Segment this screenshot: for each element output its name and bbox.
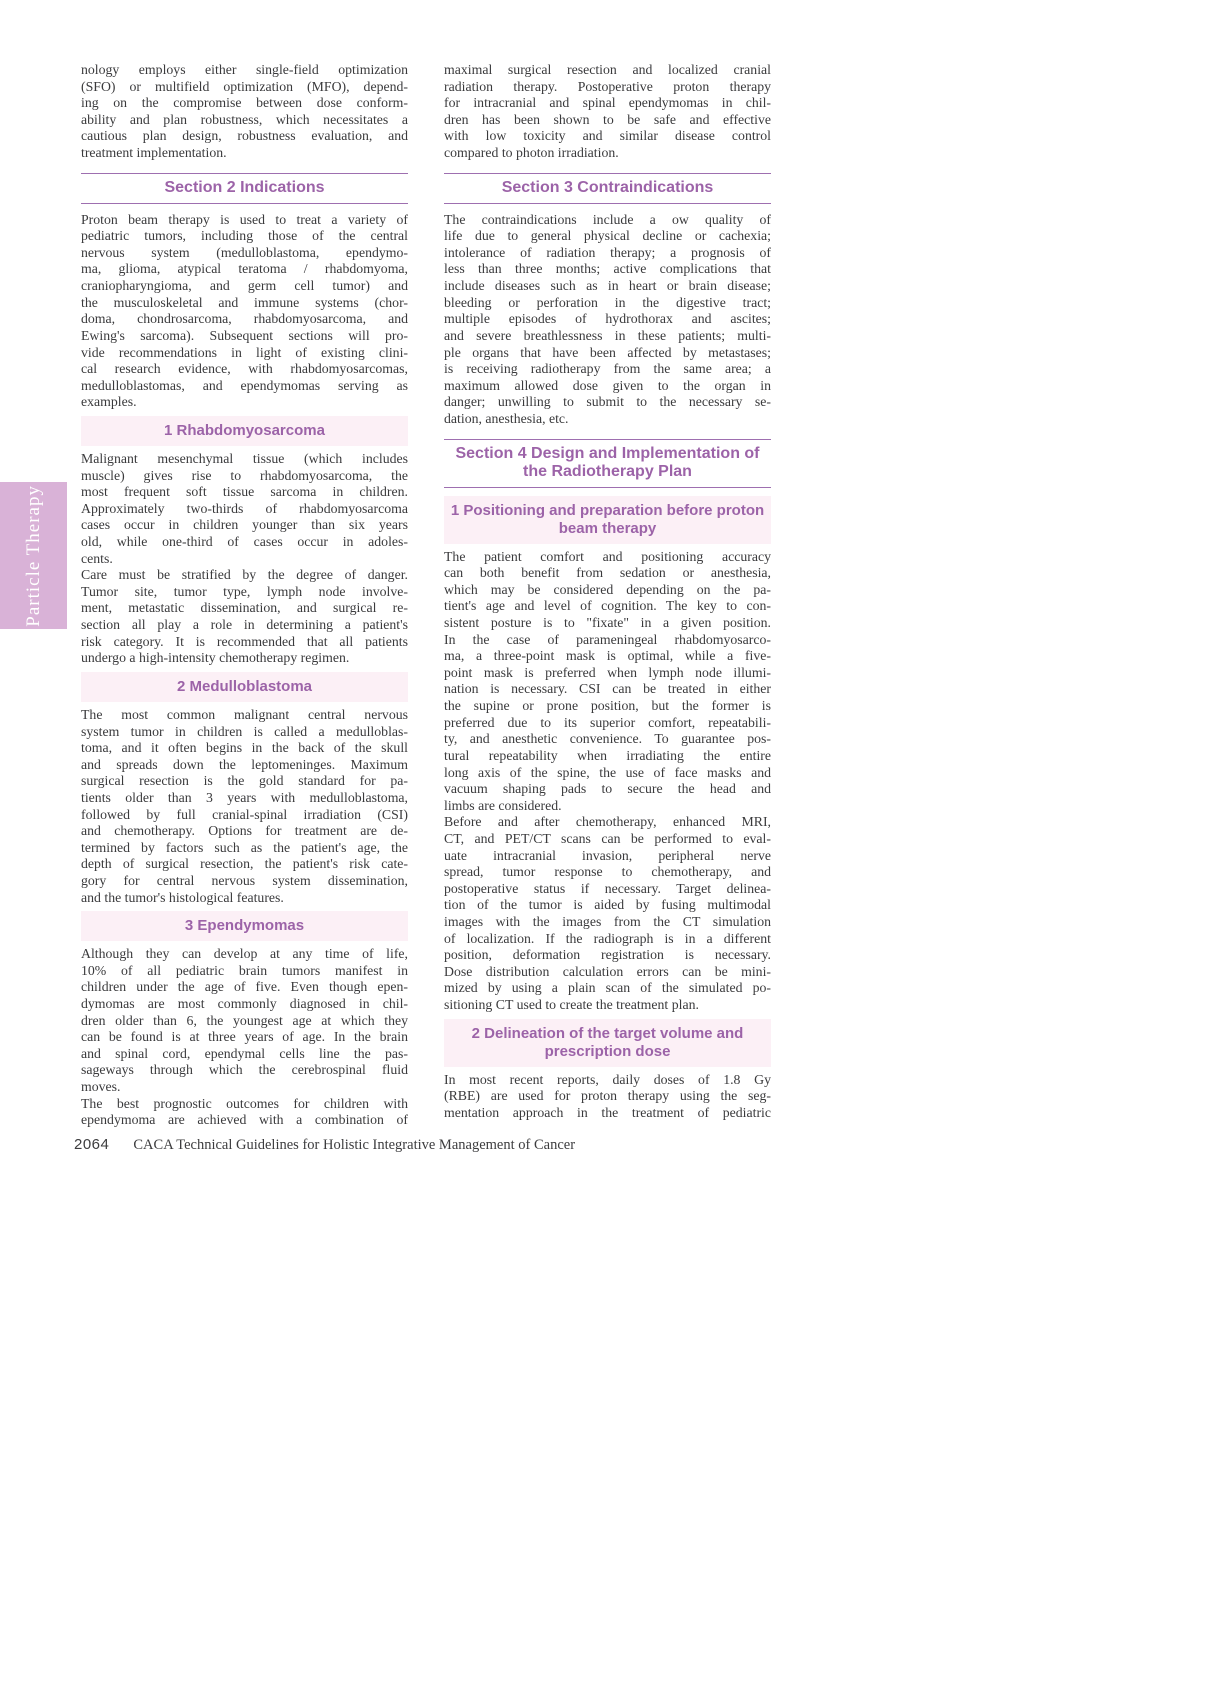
text-line: toma, and it often begins in the back of the skull [81, 740, 408, 756]
body-paragraph [81, 212, 408, 411]
text-line: The patient comfort and positioning accuracy [444, 548, 771, 564]
text-line: vacuum shaping pads to secure the head and [444, 781, 771, 797]
text-line: can be found is at three years of age. In the brain [81, 1029, 408, 1045]
text-line: medulloblastomas, and ependymomas serving as [81, 377, 408, 393]
text-line: cautious plan design, robustness evaluation, and [81, 128, 408, 144]
text-line: CT, and PET/CT scans can be performed to eval- [444, 830, 771, 846]
subsection-banner-line: 2 Medulloblastoma [176, 677, 313, 695]
text-line: tient's age and level of cognition. The key to con- [444, 598, 771, 614]
section-heading [444, 439, 771, 488]
text-line: The most common malignant central nervous [81, 706, 408, 722]
left-column [81, 62, 408, 1129]
text-line: sageways through which the cerebrospinal fluid [81, 1062, 408, 1078]
text-line: Proton beam therapy is used to treat a variety of [81, 211, 408, 227]
body-paragraph [444, 549, 771, 815]
text-line: pediatric tumors, including those of the central [81, 228, 408, 244]
subsection-banner [81, 911, 408, 941]
text-line: ple organs that have been affected by metastases; [444, 344, 771, 360]
text-line: Approximately two-thirds of rhabdomyosarcoma [81, 500, 408, 516]
subsection-banner-line: beam therapy [558, 519, 657, 537]
text-line: can both benefit from sedation or anesthesia, [444, 565, 771, 581]
text-line: dren older than 6, the youngest age at which they [81, 1012, 408, 1028]
text-line: termined by factors such as the patient's age, the [81, 839, 408, 855]
text-line: mized by using a plain scan of the simulated po- [444, 980, 771, 996]
chapter-tab-label: Particle Therapy [22, 484, 44, 627]
text-line: spread, tumor response to chemotherapy, and [444, 864, 771, 880]
text-line: In the case of parameningeal rhabdomyosarco- [444, 631, 771, 647]
text-line: system tumor in children is called a medulloblas- [81, 723, 408, 739]
text-line: most frequent soft tissue sarcoma in children. [81, 484, 408, 500]
text-line: Ewing's sarcoma). Subsequent sections will pro- [81, 327, 408, 343]
page-body [81, 62, 771, 1129]
text-line: and the tumor's histological features. [81, 889, 284, 905]
page-number: 2064 [74, 1136, 110, 1153]
text-line: cases occur in children younger than six years [81, 517, 408, 533]
subsection-banner [81, 672, 408, 702]
text-line: and spinal cord, ependymal cells line the pas- [81, 1045, 408, 1061]
text-line: (RBE) are used for proton therapy using the seg- [444, 1088, 771, 1104]
text-line: moves. [81, 1079, 121, 1095]
right-column [444, 62, 771, 1129]
text-line: ty, and anesthetic convenience. To guarantee pos- [444, 731, 771, 747]
text-line: for intracranial and spinal ependymomas in chil- [444, 95, 771, 111]
text-line: old, while one-third of cases occur in adoles- [81, 534, 408, 550]
text-line: which may be considered depending on the pa- [444, 581, 771, 597]
chapter-side-tab [0, 482, 67, 629]
text-line: dren has been shown to be safe and effective [444, 111, 771, 127]
body-paragraph [444, 212, 771, 428]
text-line: Before and after chemotherapy, enhanced MRI, [444, 814, 771, 830]
running-title: CACA Technical Guidelines for Holistic Integrative Management of Cancer [133, 1137, 576, 1153]
text-line: gory for central nervous system dissemination, [81, 872, 408, 888]
section-heading-line: Section 2 Indications [164, 178, 325, 196]
text-line: maximal surgical resection and localized cranial [444, 62, 771, 77]
text-line: danger; unwilling to submit to the necessary se- [444, 394, 771, 410]
text-line: Care must be stratified by the degree of danger. [81, 567, 408, 583]
text-line: Tumor site, tumor type, lymph node involve- [81, 583, 408, 599]
subsection-banner-line: 3 Ependymomas [184, 917, 305, 935]
text-line: cal research evidence, with rhabdomyosarcomas, [81, 361, 408, 377]
text-line: life due to general physical decline or cachexia; [444, 228, 771, 244]
text-line: (SFO) or multifield optimization (MFO), depend- [81, 78, 408, 94]
text-line: examples. [81, 394, 137, 410]
text-line: ma, a three-point mask is optimal, while a five- [444, 648, 771, 664]
text-line: children under the age of five. Even though epen- [81, 979, 408, 995]
text-line: vide recommendations in light of existing clini- [81, 344, 408, 360]
text-line: ependymoma are achieved with a combination of [81, 1112, 408, 1128]
text-line: multiple episodes of hydrothorax and ascites; [444, 311, 771, 327]
text-line: point mask is preferred when lymph node illumi- [444, 664, 771, 680]
text-line: limbs are considered. [444, 797, 562, 813]
text-line: long axis of the spine, the use of face masks and [444, 764, 771, 780]
subsection-banner-line: 2 Delineation of the target volume and [471, 1024, 744, 1042]
text-line: is receiving radiotherapy from the same area; a [444, 361, 771, 377]
text-line: risk category. It is recommended that all patients [81, 633, 408, 649]
text-line: tion of the tumor is aided by fusing multimodal [444, 897, 771, 913]
text-line: muscle) gives rise to rhabdomyosarcoma, the [81, 467, 408, 483]
text-line: the musculoskeletal and immune systems (chor- [81, 294, 408, 310]
text-line: Although they can develop at any time of life, [81, 946, 408, 962]
body-paragraph [81, 707, 408, 906]
text-line: and spreads down the leptomeninges. Maximum [81, 756, 408, 772]
text-line: uate intracranial invasion, peripheral nerve [444, 847, 771, 863]
text-line: the supine or prone position, but the former is [444, 698, 771, 714]
text-line: surgical resection is the gold standard for pa- [81, 773, 408, 789]
text-line: The contraindications include a ow quality of [444, 211, 771, 227]
text-line: nation is necessary. CSI can be treated in either [444, 681, 771, 697]
text-line: sistent posture is to "fixate" in a given position. [444, 615, 771, 631]
subsection-banner-line: 1 Positioning and preparation before proton [450, 501, 765, 519]
section-heading [81, 173, 408, 204]
text-line: postoperative status if necessary. Target delinea- [444, 880, 771, 896]
text-line: maximum allowed dose given to the organ in [444, 377, 771, 393]
text-line: undergo a high-intensity chemotherapy regimen. [81, 650, 350, 666]
body-paragraph [81, 946, 408, 1095]
text-line: dation, anesthesia, etc. [444, 410, 569, 426]
text-line: craniopharyngioma, and germ cell tumor) and [81, 278, 408, 294]
section-heading-line: Section 4 Design and Implementation of [455, 444, 760, 462]
text-line: include diseases such as in heart or brain disease; [444, 278, 771, 294]
text-line: preferred due to its superior comfort, repeatabili- [444, 714, 771, 730]
text-line: tural repeatability when irradiating the entire [444, 747, 771, 763]
text-line: radiation therapy. Postoperative proton therapy [444, 78, 771, 94]
text-line: depth of surgical resection, the patient's risk cate- [81, 856, 408, 872]
text-line: images with the images from the CT simulation [444, 913, 771, 929]
body-paragraph [81, 62, 408, 162]
text-line: dymomas are most commonly diagnosed in chil- [81, 996, 408, 1012]
body-paragraph [81, 567, 408, 667]
text-line: and chemotherapy. Options for treatment are de- [81, 823, 408, 839]
section-heading-line: the Radiotherapy Plan [523, 462, 692, 480]
text-line: section all play a role in determining a patient's [81, 617, 408, 633]
text-line: bleeding or perforation in the digestive tract; [444, 294, 771, 310]
page-footer [74, 1136, 575, 1154]
text-line: compared to photon irradiation. [444, 145, 619, 161]
subsection-banner [444, 1019, 771, 1067]
text-line: sitioning CT used to create the treatment plan. [444, 997, 699, 1013]
text-line: Malignant mesenchymal tissue (which includes [81, 450, 408, 466]
text-line: treatment implementation. [81, 145, 227, 161]
text-line: tients older than 3 years with medulloblastoma, [81, 789, 408, 805]
text-line: ability and plan robustness, which necessitates a [81, 111, 408, 127]
text-line: ment, metastatic dissemination, and surgical re- [81, 600, 408, 616]
text-line: ing on the compromise between dose conform- [81, 95, 408, 111]
subsection-banner [444, 496, 771, 544]
text-line: nology employs either single-field optimization [81, 62, 408, 77]
text-line: cents. [81, 550, 113, 566]
body-paragraph [444, 1072, 771, 1122]
text-line: mentation approach in the treatment of pediatric [444, 1104, 771, 1120]
body-paragraph [81, 1096, 408, 1129]
text-line: doma, chondrosarcoma, rhabdomyosarcoma, and [81, 311, 408, 327]
text-line: The best prognostic outcomes for children with [81, 1095, 408, 1111]
text-line: and severe breathlessness in these patients; multi- [444, 327, 771, 343]
text-line: In most recent reports, daily doses of 1.8 Gy [444, 1071, 771, 1087]
section-heading [444, 173, 771, 204]
body-paragraph [81, 451, 408, 567]
text-line: 10% of all pediatric brain tumors manifest in [81, 962, 408, 978]
text-line: position, deformation registration is necessary. [444, 947, 771, 963]
text-line: of localization. If the radiograph is in a different [444, 930, 771, 946]
subsection-banner-line: prescription dose [544, 1042, 671, 1060]
text-line: nervous system (medulloblastoma, ependymo- [81, 244, 408, 260]
subsection-banner [81, 416, 408, 446]
text-line: with low toxicity and similar disease control [444, 128, 771, 144]
text-line: less than three months; active complications that [444, 261, 771, 277]
text-line: ma, glioma, atypical teratoma / rhabdomyoma, [81, 261, 408, 277]
text-line: intolerance of radiation therapy; a prognosis of [444, 244, 771, 260]
body-paragraph [444, 62, 771, 162]
text-line: followed by full cranial-spinal irradiation (CSI) [81, 806, 408, 822]
section-heading-line: Section 3 Contraindications [501, 178, 714, 196]
text-line: Dose distribution calculation errors can be mini- [444, 963, 771, 979]
subsection-banner-line: 1 Rhabdomyosarcoma [164, 421, 325, 439]
body-paragraph [444, 814, 771, 1013]
